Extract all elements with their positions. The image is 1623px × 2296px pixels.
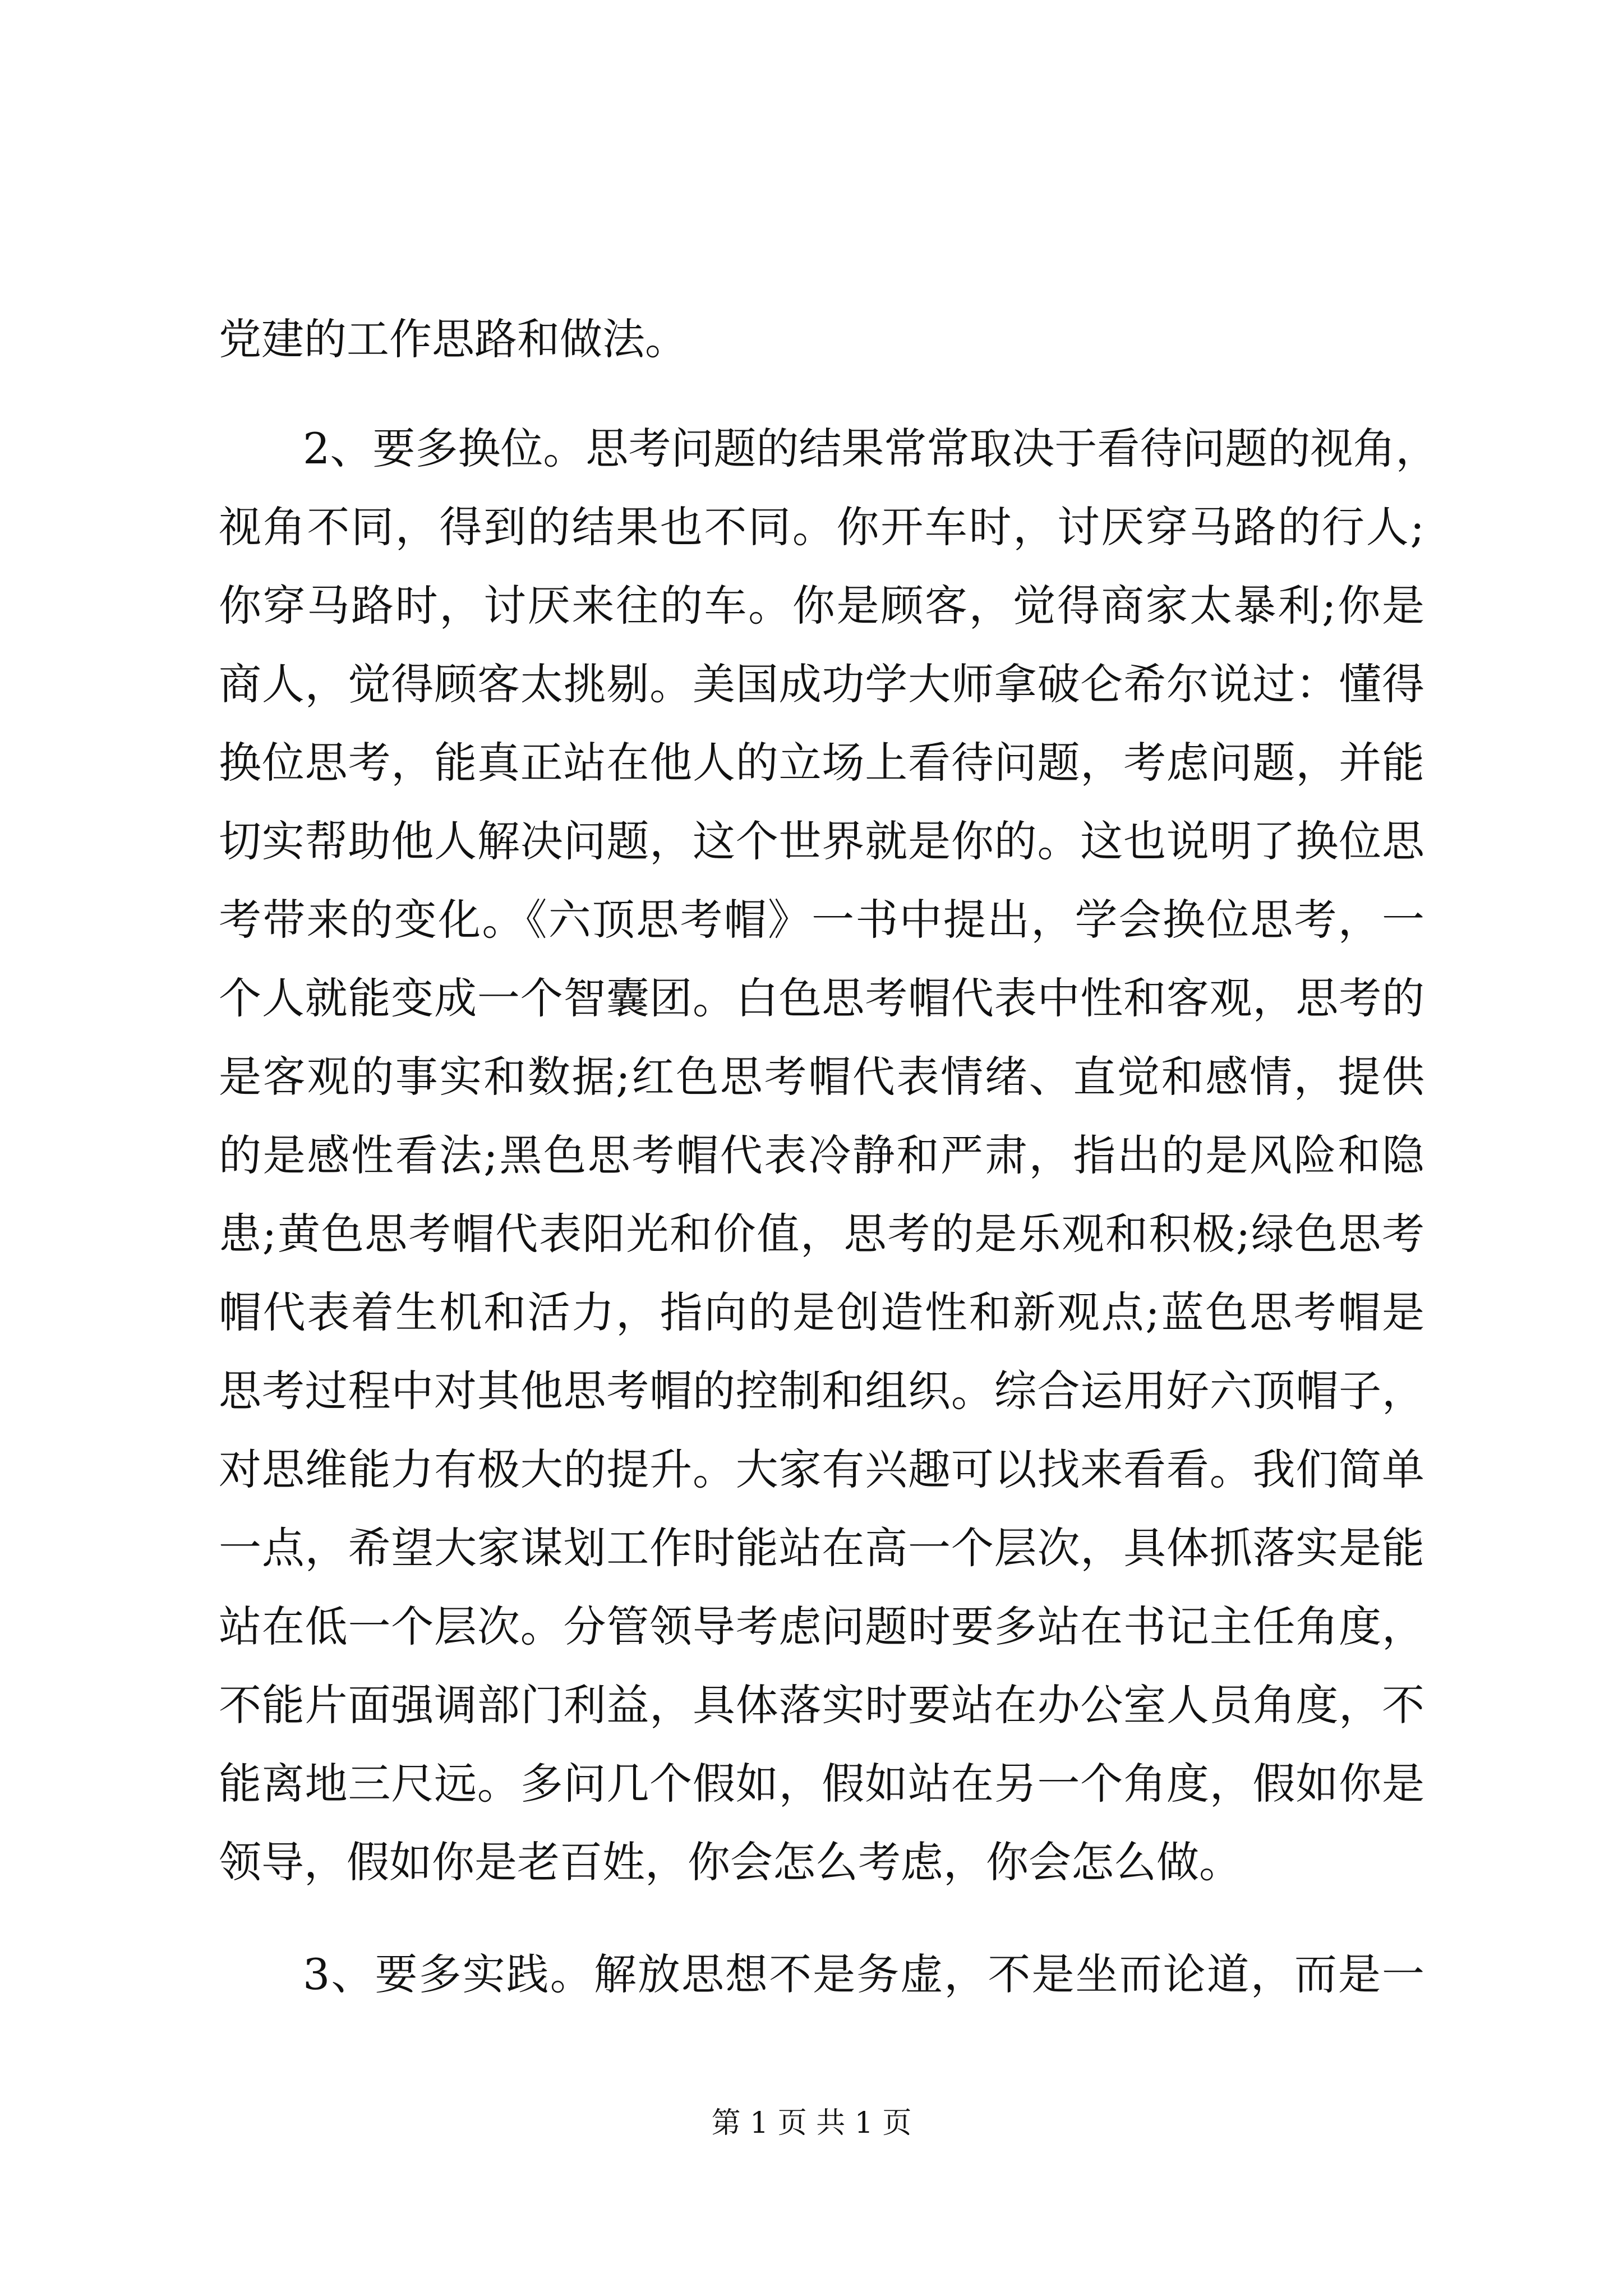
text-line-15: 对思维能力有极大的提升。大家有兴趣可以找来看看。我们简单	[219, 1444, 1424, 1494]
text-line-13: 帽代表着生机和活力，指向的是创造性和新观点;蓝色思考帽是	[219, 1287, 1424, 1337]
text-line-20: 领导，假如你是老百姓，你会怎么考虑，你会怎么做。	[219, 1837, 1242, 1887]
text-line-6: 换位思考，能真正站在他人的立场上看待问题，考虑问题，并能	[219, 738, 1424, 788]
page-footer: 第 1 页 共 1 页	[711, 2106, 912, 2140]
text-line-4: 你穿马路时，讨厌来往的车。你是顾客，觉得商家太暴利;你是	[219, 581, 1424, 631]
text-line-17: 站在低一个层次。分管领导考虑问题时要多站在书记主任角度，	[219, 1602, 1424, 1651]
text-line-1: 党建的工作思路和做法。	[219, 314, 688, 364]
text-line-5: 商人，觉得顾客太挑剔。美国成功学大师拿破仑希尔说过：懂得	[219, 659, 1424, 709]
text-line-11: 的是感性看法;黑色思考帽代表冷静和严肃，指出的是风险和隐	[219, 1130, 1424, 1180]
text-line-3: 视角不同，得到的结果也不同。你开车时，讨厌穿马路的行人;	[219, 502, 1424, 552]
text-line-7: 切实帮助他人解决问题，这个世界就是你的。这也说明了换位思	[219, 816, 1424, 866]
text-line-2: 2、要多换位。思考问题的结果常常取决于看待问题的视角，	[303, 424, 1438, 473]
text-line-8: 考带来的变化。《六顶思考帽》一书中提出，学会换位思考，一	[219, 895, 1424, 945]
text-line-18: 不能片面强调部门利益，具体落实时要站在办公室人员角度，不	[219, 1680, 1424, 1730]
text-line-21: 3、要多实践。解放思想不是务虚，不是坐而论道，而是一	[303, 1949, 1424, 1999]
text-line-14: 思考过程中对其他思考帽的控制和组织。综合运用好六顶帽子，	[219, 1366, 1424, 1416]
text-line-10: 是客观的事实和数据;红色思考帽代表情绪、直觉和感情，提供	[219, 1052, 1424, 1102]
text-line-12: 患;黄色思考帽代表阳光和价值，思考的是乐观和积极;绿色思考	[219, 1209, 1424, 1259]
text-line-19: 能离地三尺远。多问几个假如，假如站在另一个角度，假如你是	[219, 1759, 1424, 1809]
text-line-9: 个人就能变成一个智囊团。白色思考帽代表中性和客观，思考的	[219, 973, 1424, 1023]
text-line-16: 一点，希望大家谋划工作时能站在高一个层次，具体抓落实是能	[219, 1523, 1424, 1573]
